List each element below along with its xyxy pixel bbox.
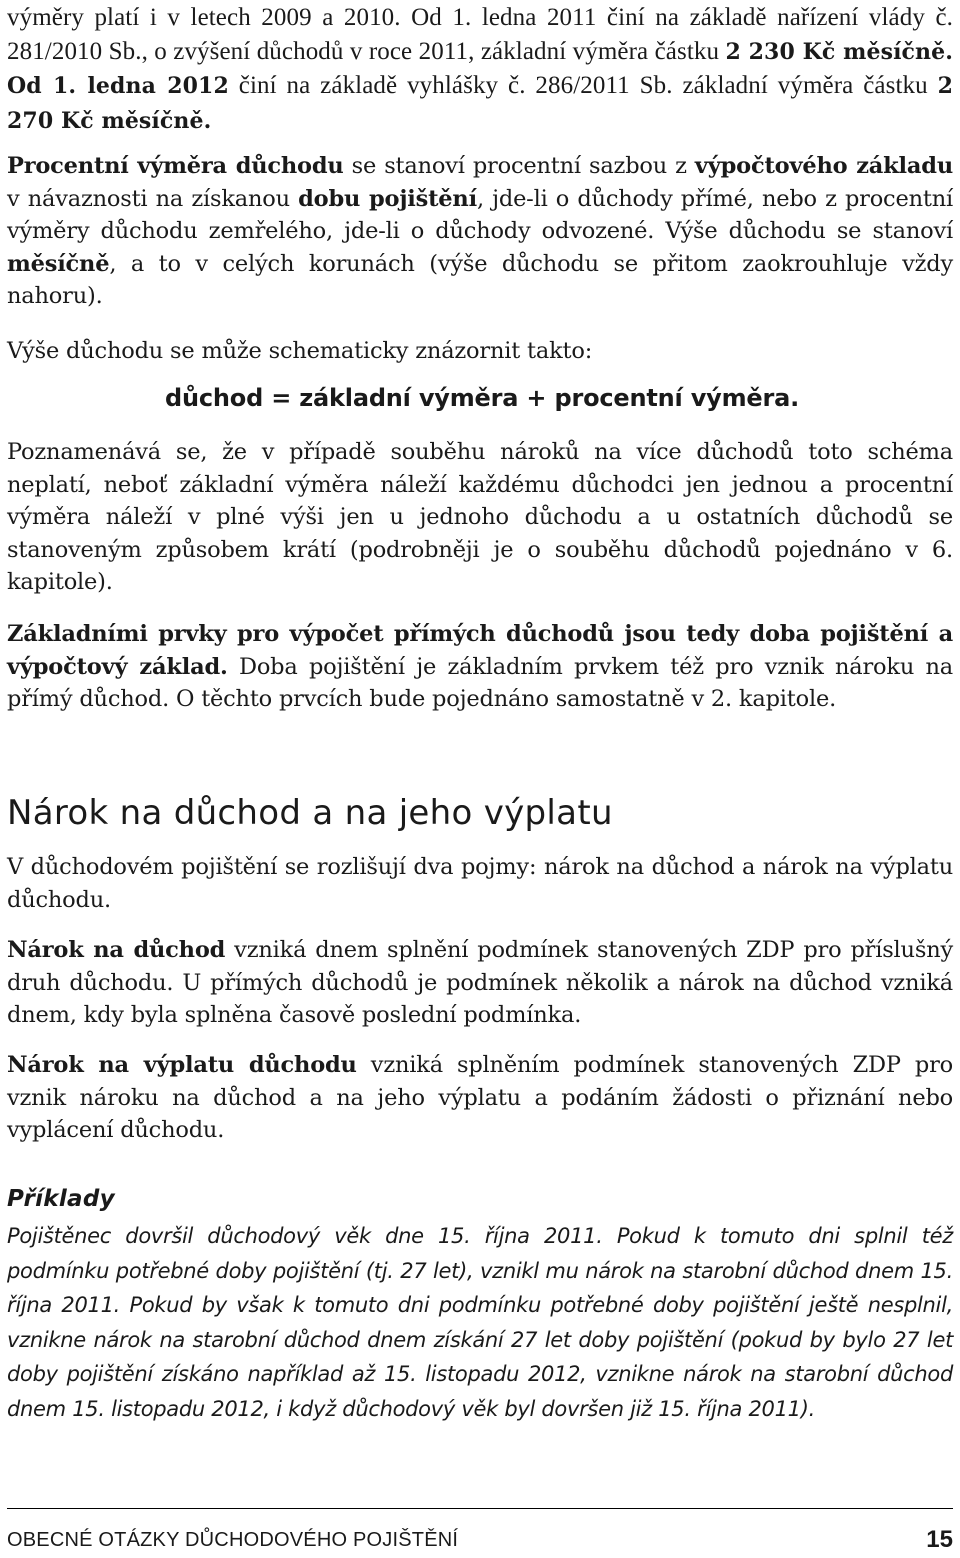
examples-title: Příklady [7,1186,115,1212]
narok-na-vyplatu-text: vzniká splněním podmínek stanovených ZDP pro vznik nároku na důchod a na jeho výplatu a podáním žádosti o přiznání nebo vyplácení důchodu. [7,1052,953,1143]
procentni-text-2: v návaznosti na získanou [7,185,299,212]
term-vypoctovy-zaklad: výpočtového základu [694,153,953,179]
intro-paragraph [7,1,953,138]
intro-amount-2012: 2 270 Kč měsíčně. [7,73,953,134]
procentni-text-1: se stanoví procentní sazbou z [343,153,695,179]
term-mesicne: měsíčně [7,250,110,277]
intro-date-2012: Od 1. ledna 2012 [7,73,229,99]
term-narok-na-duchod: Nárok na důchod [7,937,226,963]
term-narok-na-vyplatu: Nárok na výplatu důchodu [7,1052,357,1078]
zakladni-prvky-text: Doba pojištění je základním prvkem též pro vznik nároku na přímý důchod. O těchto prvcích bude pojednáno samostatně v 2. kapitole. [7,653,953,712]
section-heading: Nárok na důchod a na jeho výplatu [7,793,613,833]
zakladni-prvky-bold: Základními prvky pro výpočet přímých důchodů jsou tedy doba pojištění a výpočtový základ. [7,621,953,680]
intro-amount-2011: 2 230 Kč měsíčně. [725,38,953,65]
narok-na-vyplatu-paragraph [7,1049,953,1147]
pojmy-paragraph: V důchodovém pojištění se rozlišují dva pojmy: nárok na důchod a nárok na výplatu důchodu. [7,854,953,913]
intro-text-1: výměry platí i v letech 2009 a 2010. Od 1. ledna 2011 činí na základě nařízení vlády č. 281/2010 Sb., o zvýšení důchodů v roce 2011, základní výměra částku [7,4,953,65]
pension-formula: důchod = základní výměra + procentní výměra. [165,384,800,412]
examples-text: Pojištěnec dovršil důchodový věk dne 15. října 2011. Pokud k tomuto dni splnil též podmínku potřebné doby pojištění (tj. 27 let), vznikl mu nárok na starobní důchod dnem 15. října 2011. Pokud by však k tomuto dni podmínku potřebné doby pojištění ještě nesplnil, vznikne nárok na starobní důchod dnem získání 27 let doby pojištění (pokud by bylo 27 let doby pojištění získáno například až 15. listopadu 2012, vznikne nárok na starobní důchod dnem 15. listopadu 2012, i když důchodový věk byl dovršen již 15. října 2011). [7,1224,953,1421]
narok-na-duchod-text: vzniká dnem splnění podmínek stanovených ZDP pro příslušný druh důchodu. U přímých důchodů je podmínek několik a nárok na důchod vzniká dnem, kdy byla splněna časově poslední podmínka. [7,937,953,1028]
procentni-text-3: , jde-li o důchody přímé, nebo z procentní výměry důchodu zemřelého, jde-li o důchody odvozené. Výše důchodu se stanoví [7,185,953,244]
procentni-text-4: , a to v celých korunách (výše důchodu se přitom zaokrouhluje vždy nahoru). [7,250,953,309]
page-number: 15 [926,1526,953,1553]
poznamka-paragraph: Poznamenává se, že v případě souběhu nároků na více důchodů toto schéma neplatí, neboť základní výměra náleží každému důchodci jen jednou a procentní výměra náleží v plné výši jen u jednoho důchodu a u ostatních důchodů se stanoveným způsobem krátí (podrobněji je o souběhu důchodů pojednáno v 6. kapitole). [7,439,953,595]
zakladni-prvky-paragraph [7,618,953,716]
schema-intro: Výše důchodu se může schematicky znázornit takto: [7,338,593,364]
term-doba-pojisteni: dobu pojištění [298,185,477,212]
term-procentni-vymera: Procentní výměra důchodu [7,153,344,179]
footer-divider [7,1508,953,1509]
procentni-vymera-paragraph [7,150,953,313]
narok-na-duchod-paragraph [7,934,953,1032]
intro-text-3: činí na základě vyhlášky č. 286/2011 Sb. základní výměra částku [228,72,938,99]
footer-chapter-title: OBECNÉ OTÁZKY DŮCHODOVÉHO POJIŠTĚNÍ [7,1529,459,1551]
